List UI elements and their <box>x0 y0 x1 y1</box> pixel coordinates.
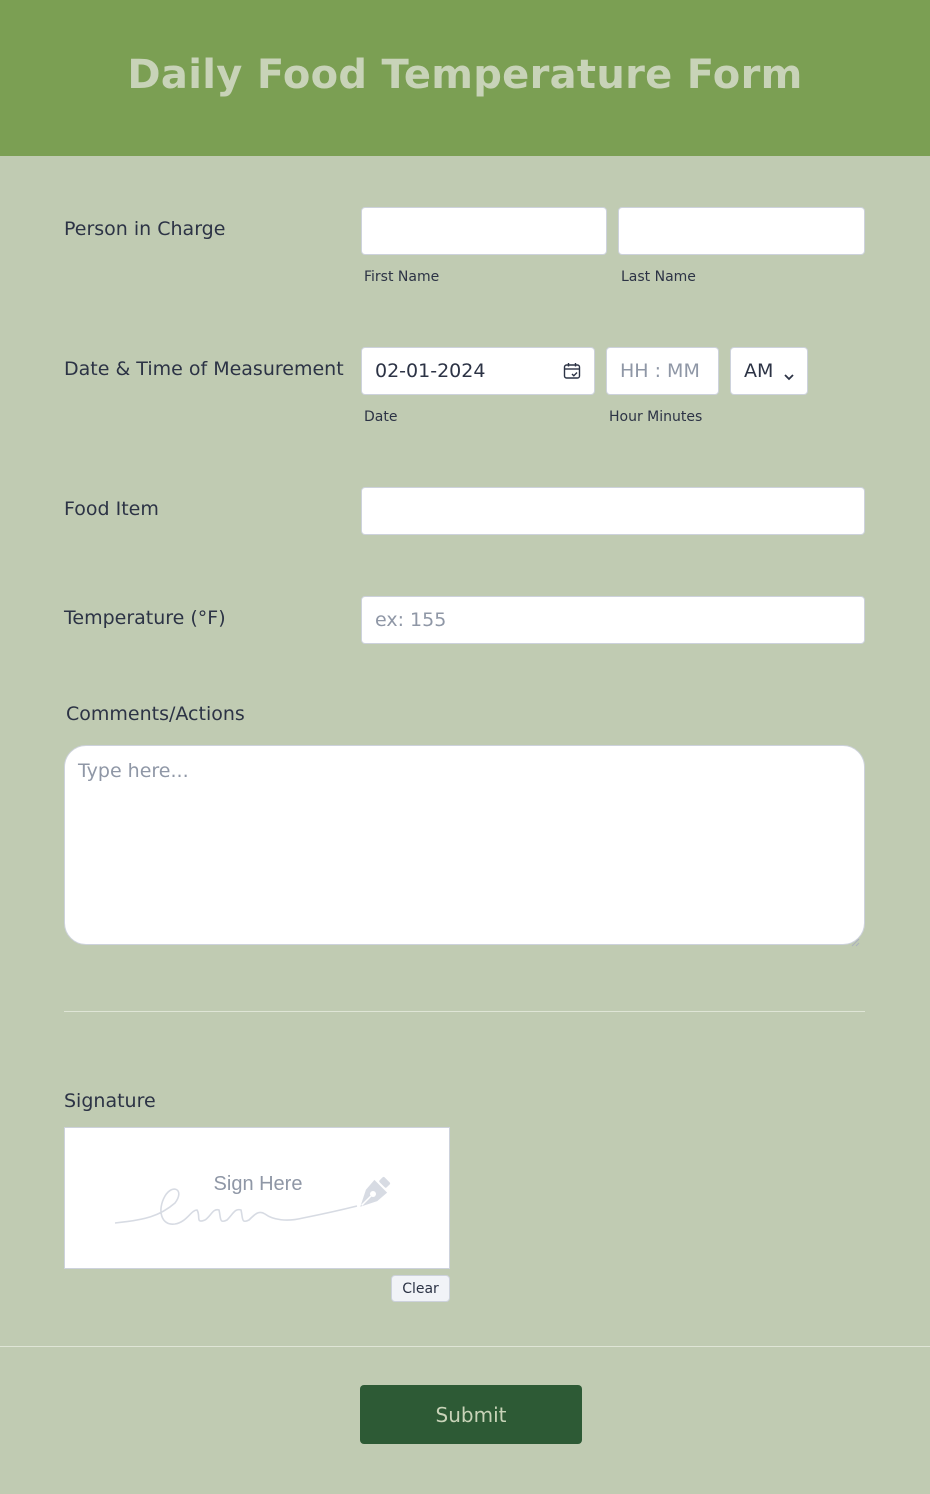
form-title: Daily Food Temperature Form <box>127 52 803 98</box>
temperature-placeholder: ex: 155 <box>375 609 447 631</box>
resize-handle-icon[interactable] <box>850 930 860 940</box>
calendar-icon[interactable] <box>563 362 581 380</box>
time-placeholder: HH : MM <box>620 360 700 382</box>
time-sublabel: Hour Minutes <box>609 409 703 425</box>
first-name-input[interactable] <box>361 207 607 255</box>
ampm-value: AM <box>744 360 774 382</box>
date-value: 02-01-2024 <box>375 360 486 382</box>
comments-label: Comments/Actions <box>66 703 245 725</box>
last-name-sublabel: Last Name <box>621 269 696 285</box>
signature-label: Signature <box>64 1090 156 1112</box>
chevron-down-icon <box>783 366 795 378</box>
food-item-input[interactable] <box>361 487 865 535</box>
first-name-sublabel: First Name <box>364 269 440 285</box>
time-input[interactable] <box>606 347 719 395</box>
food-item-label: Food Item <box>64 498 159 520</box>
sign-here-text: Sign Here <box>213 1173 303 1195</box>
temperature-label: Temperature (°F) <box>64 607 226 629</box>
comments-placeholder: Type here... <box>78 760 189 782</box>
section-divider <box>64 1011 865 1012</box>
person-in-charge-label: Person in Charge <box>64 218 226 240</box>
footer-divider <box>0 1346 930 1347</box>
ampm-select[interactable] <box>730 347 808 395</box>
date-sublabel: Date <box>364 409 398 425</box>
last-name-input[interactable] <box>618 207 865 255</box>
date-time-label: Date & Time of Measurement <box>64 358 344 380</box>
clear-signature-button[interactable]: Clear <box>391 1275 450 1302</box>
temperature-input[interactable] <box>361 596 865 644</box>
comments-textarea[interactable] <box>64 745 865 945</box>
submit-button[interactable]: Submit <box>360 1385 582 1444</box>
date-input[interactable] <box>361 347 595 395</box>
form-header <box>0 0 930 156</box>
signature-pad[interactable] <box>64 1127 450 1269</box>
pen-nib-icon <box>351 1172 395 1216</box>
